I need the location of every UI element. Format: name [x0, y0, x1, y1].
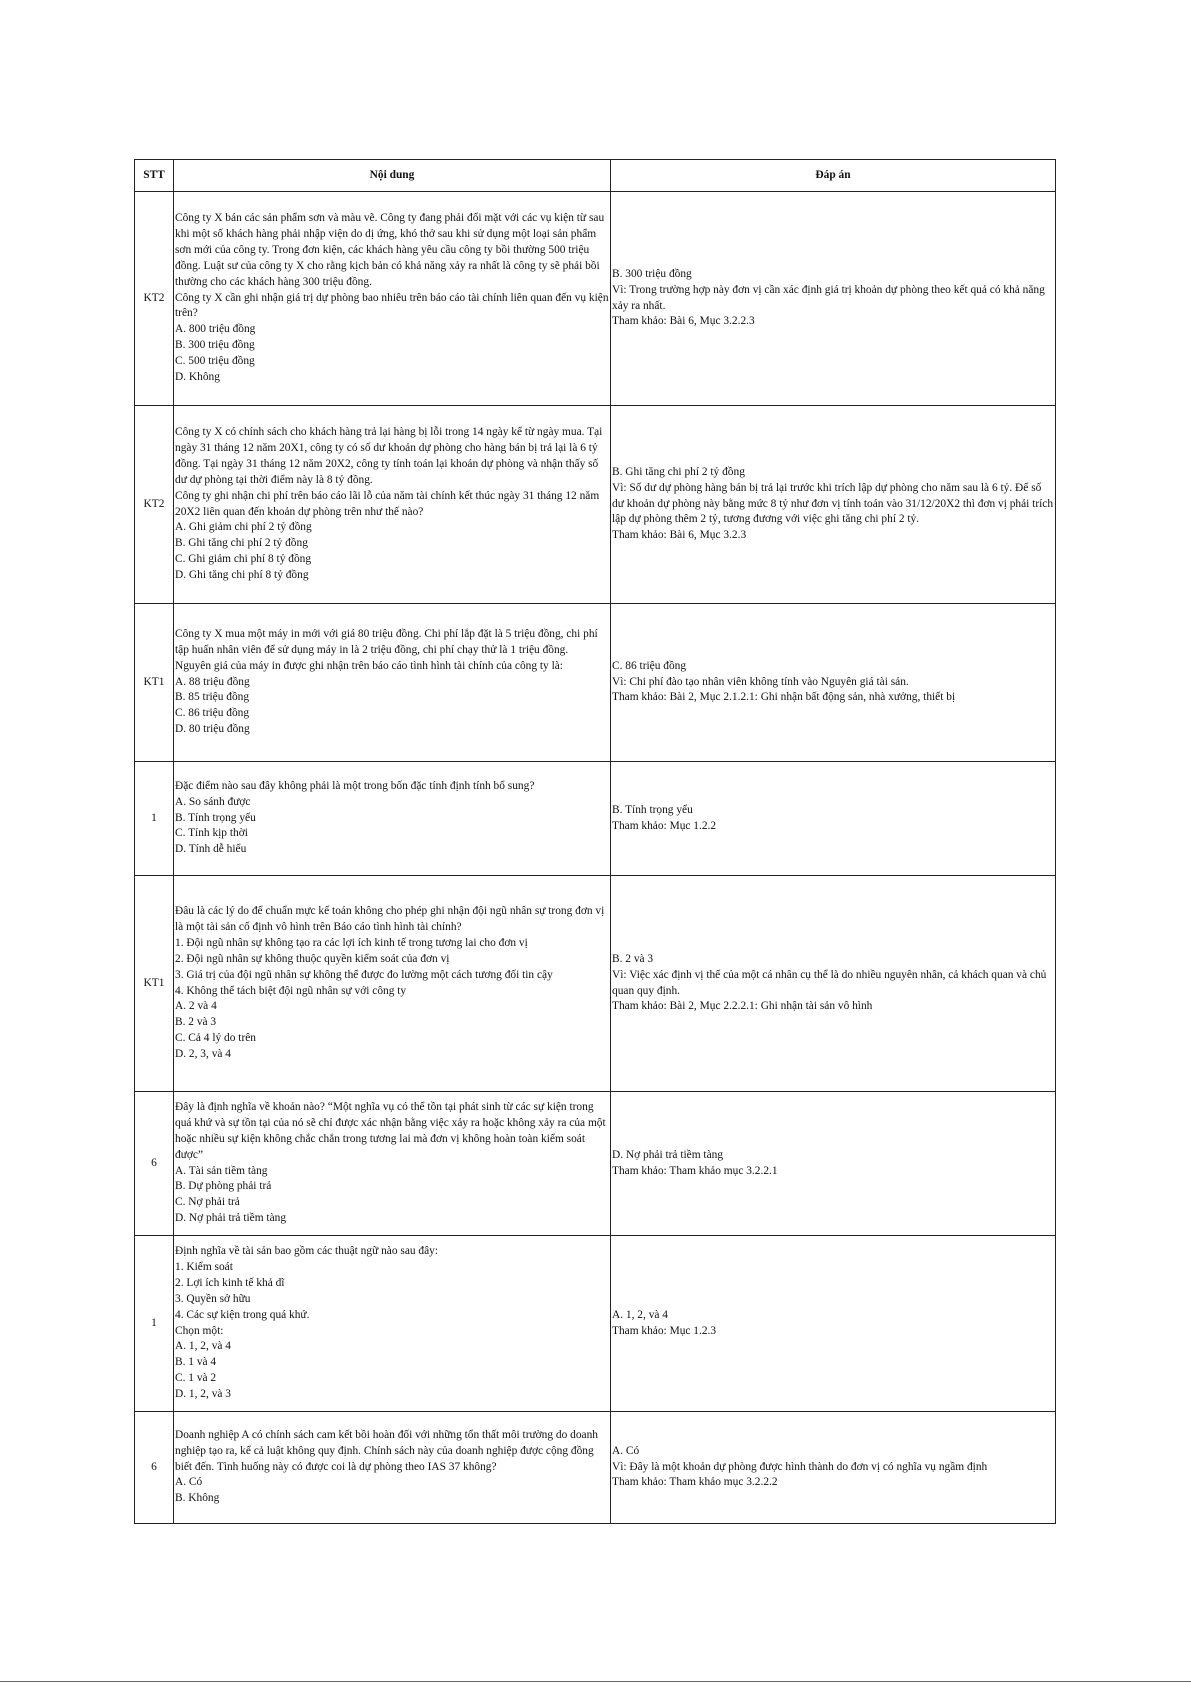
row-question: [174, 192, 611, 406]
row-stt: KT2: [135, 406, 174, 604]
header-row: [135, 160, 1056, 192]
answer-line: Tham khảo: Mục 1.2.2: [612, 819, 717, 832]
question-line: C. Cả 4 lý do trên: [175, 1032, 256, 1045]
question-line: D. Ghi tăng chi phí 8 tỷ đồng: [175, 569, 309, 582]
question-line: Công ty ghi nhận chi phí trên báo cáo lãi lỗ của năm tài chính kết thúc ngày 31 tháng 12 năm 20X2 liên quan đến khoản dự phòng trên như thế nào?: [175, 489, 600, 518]
question-text: Doanh nghiệp A có chính sách cam kết bồi hoàn đối với những tổn thất môi trường do doanh nghiệp tạo ra, kể cả luật không quy định. Chính sách này của doanh nghiệp được cộng đồng biết đến. Tình huống này có được coi là dự phòng theo IAS 37 không?: [175, 1428, 598, 1473]
question-text: Công ty X mua một máy in mới với giá 80 triệu đồng. Chi phí lắp đặt là 5 triệu đồng, chi phí tập huấn nhân viên để sử dụng máy in là 2 triệu đồng, chi phí chạy thử là 1 triệu đồng.: [175, 627, 598, 656]
question-line: C. 500 triệu đồng: [175, 355, 255, 368]
answer-line: Vì: Trong trường hợp này đơn vị cần xác định giá trị khoản dự phòng theo kết quả có khả năng xảy ra nhất.: [612, 283, 1045, 312]
table-row: [135, 876, 1056, 1092]
row-question: [174, 762, 611, 876]
question-line: A. 88 triệu đồng: [175, 675, 250, 688]
question-line: 3. Quyền sở hữu: [175, 1292, 251, 1305]
question-line: C. 86 triệu đồng: [175, 707, 250, 720]
header-stt: STT: [135, 160, 174, 192]
question-line: D. Tính dễ hiểu: [175, 843, 247, 856]
table-row: [135, 406, 1056, 604]
question-line: A. 800 triệu đồng: [175, 323, 256, 336]
question-text: Công ty X bán các sản phẩm sơn và màu vẽ. Công ty đang phải đối mặt với các vụ kiện từ sau khi một số khách hàng phải nhập viện do dị ứng, khó thở sau khi sử dụng một loại sản phẩm sơn mới của công ty. Trong đơn kiện, các khách hàng yêu cầu công ty bồi thường 500 triệu đồng. Luật sư của công ty X cho rằng kịch bản có khả năng xảy ra nhất là công ty sẽ phải bồi thường cho các khách hàng 300 triệu đồng.: [175, 212, 605, 288]
row-stt: KT1: [135, 876, 174, 1092]
question-line: B. Dự phòng phải trả: [175, 1180, 272, 1193]
question-line: B. Tính trọng yếu: [175, 811, 256, 824]
table-row: [135, 1236, 1056, 1412]
question-line: C. Ghi giảm chi phí 8 tỷ đồng: [175, 553, 312, 566]
answer-line: Vì: Việc xác định vị thế của một cá nhân cụ thể là do nhiều nguyên nhân, cả khách quan và chủ quan quy định.: [612, 968, 1047, 997]
row-stt: KT2: [135, 192, 174, 406]
question-text: Định nghĩa về tài sản bao gồm các thuật ngữ nào sau đây:: [175, 1244, 439, 1257]
answer-choice: D. Nợ phải trả tiềm tàng: [612, 1148, 724, 1161]
row-answer: [611, 192, 1056, 406]
answer-line: Tham khảo: Mục 1.2.3: [612, 1324, 717, 1337]
header-content: Nội dung: [174, 160, 611, 192]
question-text: Đây là định nghĩa về khoản nào? “Một nghĩa vụ có thể tồn tại phát sinh từ các sự kiện trong quá khứ và sự tồn tại của nó sẽ chỉ được xác nhận bằng việc xảy ra hoặc không xảy ra của một hoặc nhiều sự kiện không chắc chắn trong tương lai mà đơn vị không hoàn toàn kiểm soát được”: [175, 1100, 606, 1161]
answer-line: Tham khảo: Tham khảo mục 3.2.2.2: [612, 1476, 778, 1489]
question-line: B. 85 triệu đồng: [175, 691, 250, 704]
question-line: B. Ghi tăng chi phí 2 tỷ đồng: [175, 537, 308, 550]
question-line: Chọn một:: [175, 1324, 224, 1337]
row-answer: [611, 876, 1056, 1092]
answer-line: Vì: Đây là một khoản dự phòng được hình thành do đơn vị có nghĩa vụ ngầm định: [612, 1460, 988, 1473]
row-stt: 1: [135, 762, 174, 876]
question-line: 4. Các sự kiện trong quá khứ.: [175, 1308, 310, 1321]
answer-choice: B. Tính trọng yếu: [612, 803, 693, 816]
row-stt: 6: [135, 1412, 174, 1524]
table-row: [135, 762, 1056, 876]
question-line: Nguyên giá của máy in được ghi nhận trên báo cáo tình hình tài chính của công ty là:: [175, 659, 563, 672]
question-line: D. Nợ phải trả tiềm tàng: [175, 1212, 287, 1225]
row-answer: [611, 1412, 1056, 1524]
question-line: A. Có: [175, 1476, 203, 1489]
question-line: B. 2 và 3: [175, 1016, 217, 1029]
question-line: A. Ghi giảm chi phí 2 tỷ đồng: [175, 521, 312, 534]
question-text: Đặc điểm nào sau đây không phải là một trong bốn đặc tính định tính bổ sung?: [175, 779, 535, 792]
question-line: 3. Giá trị của đội ngũ nhân sự không thể được đo lường một cách tương đối tin cậy: [175, 968, 553, 981]
table-row: [135, 1092, 1056, 1236]
row-question: [174, 1412, 611, 1524]
row-question: [174, 406, 611, 604]
qa-table: [134, 159, 1056, 1524]
question-line: A. Tài sản tiềm tàng: [175, 1164, 268, 1177]
question-line: B. 1 và 4: [175, 1356, 217, 1369]
answer-line: Tham khảo: Bài 6, Mục 3.2.2.3: [612, 315, 755, 328]
table-row: [135, 604, 1056, 762]
row-stt: KT1: [135, 604, 174, 762]
row-question: [174, 604, 611, 762]
question-line: B. 300 triệu đồng: [175, 339, 255, 352]
answer-choice: C. 86 triệu đồng: [612, 659, 687, 672]
row-stt: 1: [135, 1236, 174, 1412]
answer-line: Vì: Chi phí đào tạo nhân viên không tính vào Nguyên giá tài sản.: [612, 675, 909, 688]
question-line: C. Tính kịp thời: [175, 827, 248, 840]
table-body: [135, 192, 1056, 1524]
question-line: A. So sánh được: [175, 795, 251, 808]
row-question: [174, 876, 611, 1092]
question-line: 2. Lợi ích kinh tế khả dĩ: [175, 1276, 285, 1289]
question-line: Công ty X cần ghi nhận giá trị dự phòng bao nhiêu trên báo cáo tài chính liên quan đến vụ kiện trên?: [175, 291, 609, 320]
table-row: [135, 192, 1056, 406]
answer-line: Tham khảo: Bài 2, Mục 2.2.2.1: Ghi nhận tài sản vô hình: [612, 1000, 873, 1013]
question-line: D. Không: [175, 371, 220, 384]
header-answer: Đáp án: [611, 160, 1056, 192]
question-line: 2. Đội ngũ nhân sự không thuộc quyền kiểm soát của đơn vị: [175, 952, 450, 965]
question-line: 1. Kiểm soát: [175, 1260, 233, 1273]
row-answer: [611, 604, 1056, 762]
question-line: 4. Không thể tách biệt đội ngũ nhân sự với công ty: [175, 984, 407, 997]
question-line: A. 2 và 4: [175, 1000, 217, 1013]
row-question: [174, 1236, 611, 1412]
question-line: C. Nợ phải trả: [175, 1196, 240, 1209]
answer-line: Tham khảo: Bài 2, Mục 2.1.2.1: Ghi nhận bất động sản, nhà xưởng, thiết bị: [612, 691, 956, 704]
answer-line: Tham khảo: Bài 6, Mục 3.2.3: [612, 529, 747, 542]
question-line: D. 2, 3, và 4: [175, 1048, 231, 1061]
answer-choice: B. 300 triệu đồng: [612, 267, 692, 280]
row-stt: 6: [135, 1092, 174, 1236]
answer-line: Vì: Số dư dự phòng hàng bán bị trả lại trước khi trích lập dự phòng cho năm sau là 6 tỷ. Để số dư khoản dự phòng này bằng mức 8 tỷ như đơn vị tính toán vào 31/12/20X2 thì đơn vị phải trích lập dự phòng thêm 2 tỷ, tương đương với việc ghi tăng chi phí 2 tỷ.: [612, 481, 1054, 526]
row-question: [174, 1092, 611, 1236]
question-line: C. 1 và 2: [175, 1372, 217, 1385]
question-text: Đâu là các lý do để chuẩn mực kế toán không cho phép ghi nhận đội ngũ nhân sự trong đơn vị là một tài sản cố định vô hình trên Báo cáo tình hình tài chính?: [175, 904, 605, 933]
answer-choice: B. Ghi tăng chi phí 2 tỷ đồng: [612, 465, 745, 478]
question-line: D. 1, 2, và 3: [175, 1388, 231, 1401]
answer-choice: B. 2 và 3: [612, 952, 654, 965]
question-line: B. Không: [175, 1492, 220, 1505]
table-row: [135, 1412, 1056, 1524]
row-answer: [611, 1092, 1056, 1236]
footer-rule: [0, 1681, 1191, 1682]
row-answer: [611, 406, 1056, 604]
row-answer: [611, 762, 1056, 876]
answer-line: Tham khảo: Tham khảo mục 3.2.2.1: [612, 1164, 778, 1177]
answer-choice: A. Có: [612, 1444, 640, 1457]
question-text: Công ty X có chính sách cho khách hàng trả lại hàng bị lỗi trong 14 ngày kể từ ngày mua. Tại ngày 31 tháng 12 năm 20X1, công ty có số dư khoản dự phòng cho hàng bán bị trả lại là 6 tỷ đồng. Tại ngày 31 tháng 12 năm 20X2, công ty tính toán lại khoản dự phòng và nhận thấy số dư dự phòng tại thời điểm này là 8 tỷ đồng.: [175, 425, 603, 486]
question-line: A. 1, 2, và 4: [175, 1340, 231, 1353]
row-answer: [611, 1236, 1056, 1412]
question-line: 1. Đội ngũ nhân sự không tạo ra các lợi ích kinh tế trong tương lai cho đơn vị: [175, 936, 528, 949]
answer-choice: A. 1, 2, và 4: [612, 1308, 668, 1321]
question-line: D. 80 triệu đồng: [175, 723, 250, 736]
